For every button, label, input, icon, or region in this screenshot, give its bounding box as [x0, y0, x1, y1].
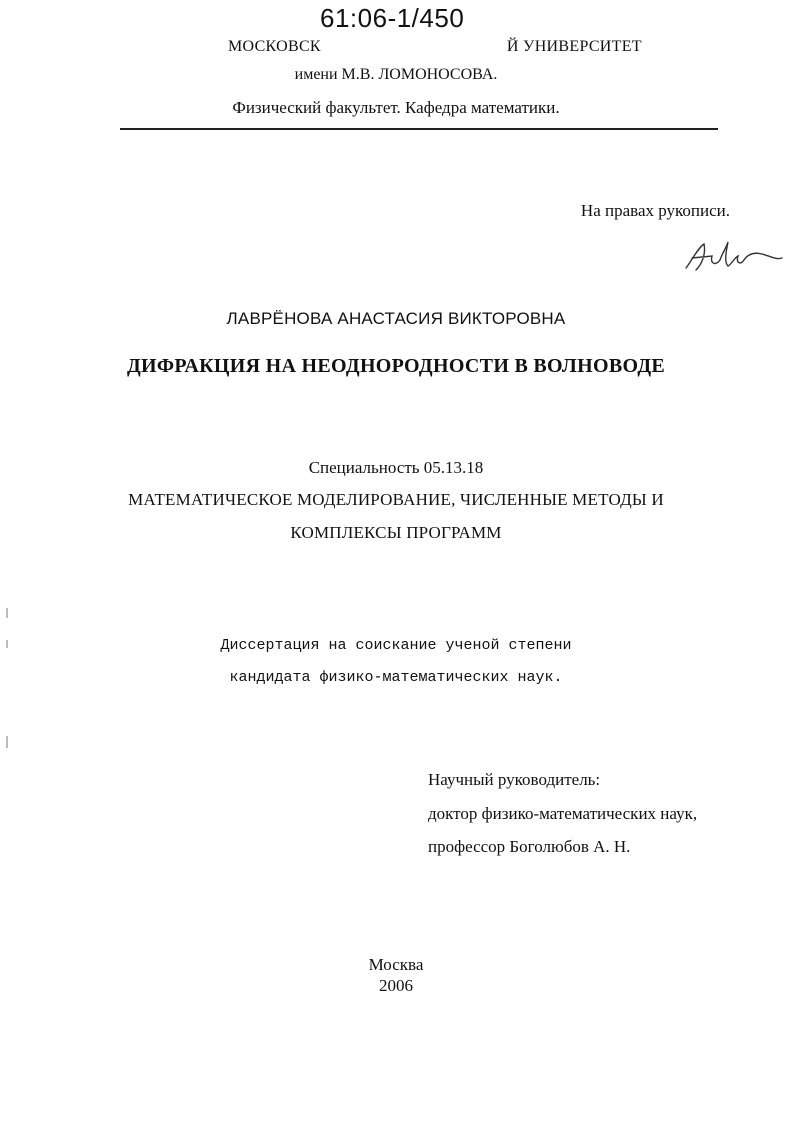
scan-margin-mark [6, 640, 8, 648]
university-name-left: МОСКОВСК [228, 38, 321, 55]
named-after: имени М.В. ЛОМОНОСОВА. [294, 66, 498, 83]
archive-stamp-number: 61:06-1/450 [320, 3, 465, 33]
dissertation-title: ДИФРАКЦИЯ НА НЕОДНОРОДНОСТИ В ВОЛНОВОДЕ [126, 355, 666, 377]
manuscript-rights: На правах рукописи. [580, 201, 730, 220]
university-name-right: Й УНИВЕРСИТЕТ [506, 38, 642, 55]
faculty-department: Физический факультет. Кафедра математики. [232, 98, 560, 117]
specialty-name-line-2: КОМПЛЕКСЫ ПРОГРАММ [290, 523, 502, 542]
scan-margin-mark [6, 608, 8, 618]
signature-image [682, 238, 786, 276]
university-name [228, 38, 642, 56]
specialty-code: Специальность 05.13.18 [308, 458, 484, 477]
supervisor-name: профессор Боголюбов А. Н. [428, 837, 631, 856]
degree-statement-line-1: Диссертация на соискание ученой степени [220, 637, 572, 654]
city: Москва [368, 955, 424, 974]
author-name: ЛАВРЁНОВА АНАСТАСИЯ ВИКТОРОВНА [226, 309, 566, 328]
degree-statement-line-2: кандидата физико-математических наук. [229, 669, 563, 686]
header-divider [120, 128, 718, 130]
scan-margin-mark [6, 736, 8, 748]
year: 2006 [379, 976, 413, 995]
supervisor-degree: доктор физико-математических наук, [428, 804, 698, 823]
supervisor-label: Научный руководитель: [428, 770, 601, 789]
specialty-name-line-1: МАТЕМАТИЧЕСКОЕ МОДЕЛИРОВАНИЕ, ЧИСЛЕННЫЕ МЕТОДЫ И [128, 490, 664, 509]
